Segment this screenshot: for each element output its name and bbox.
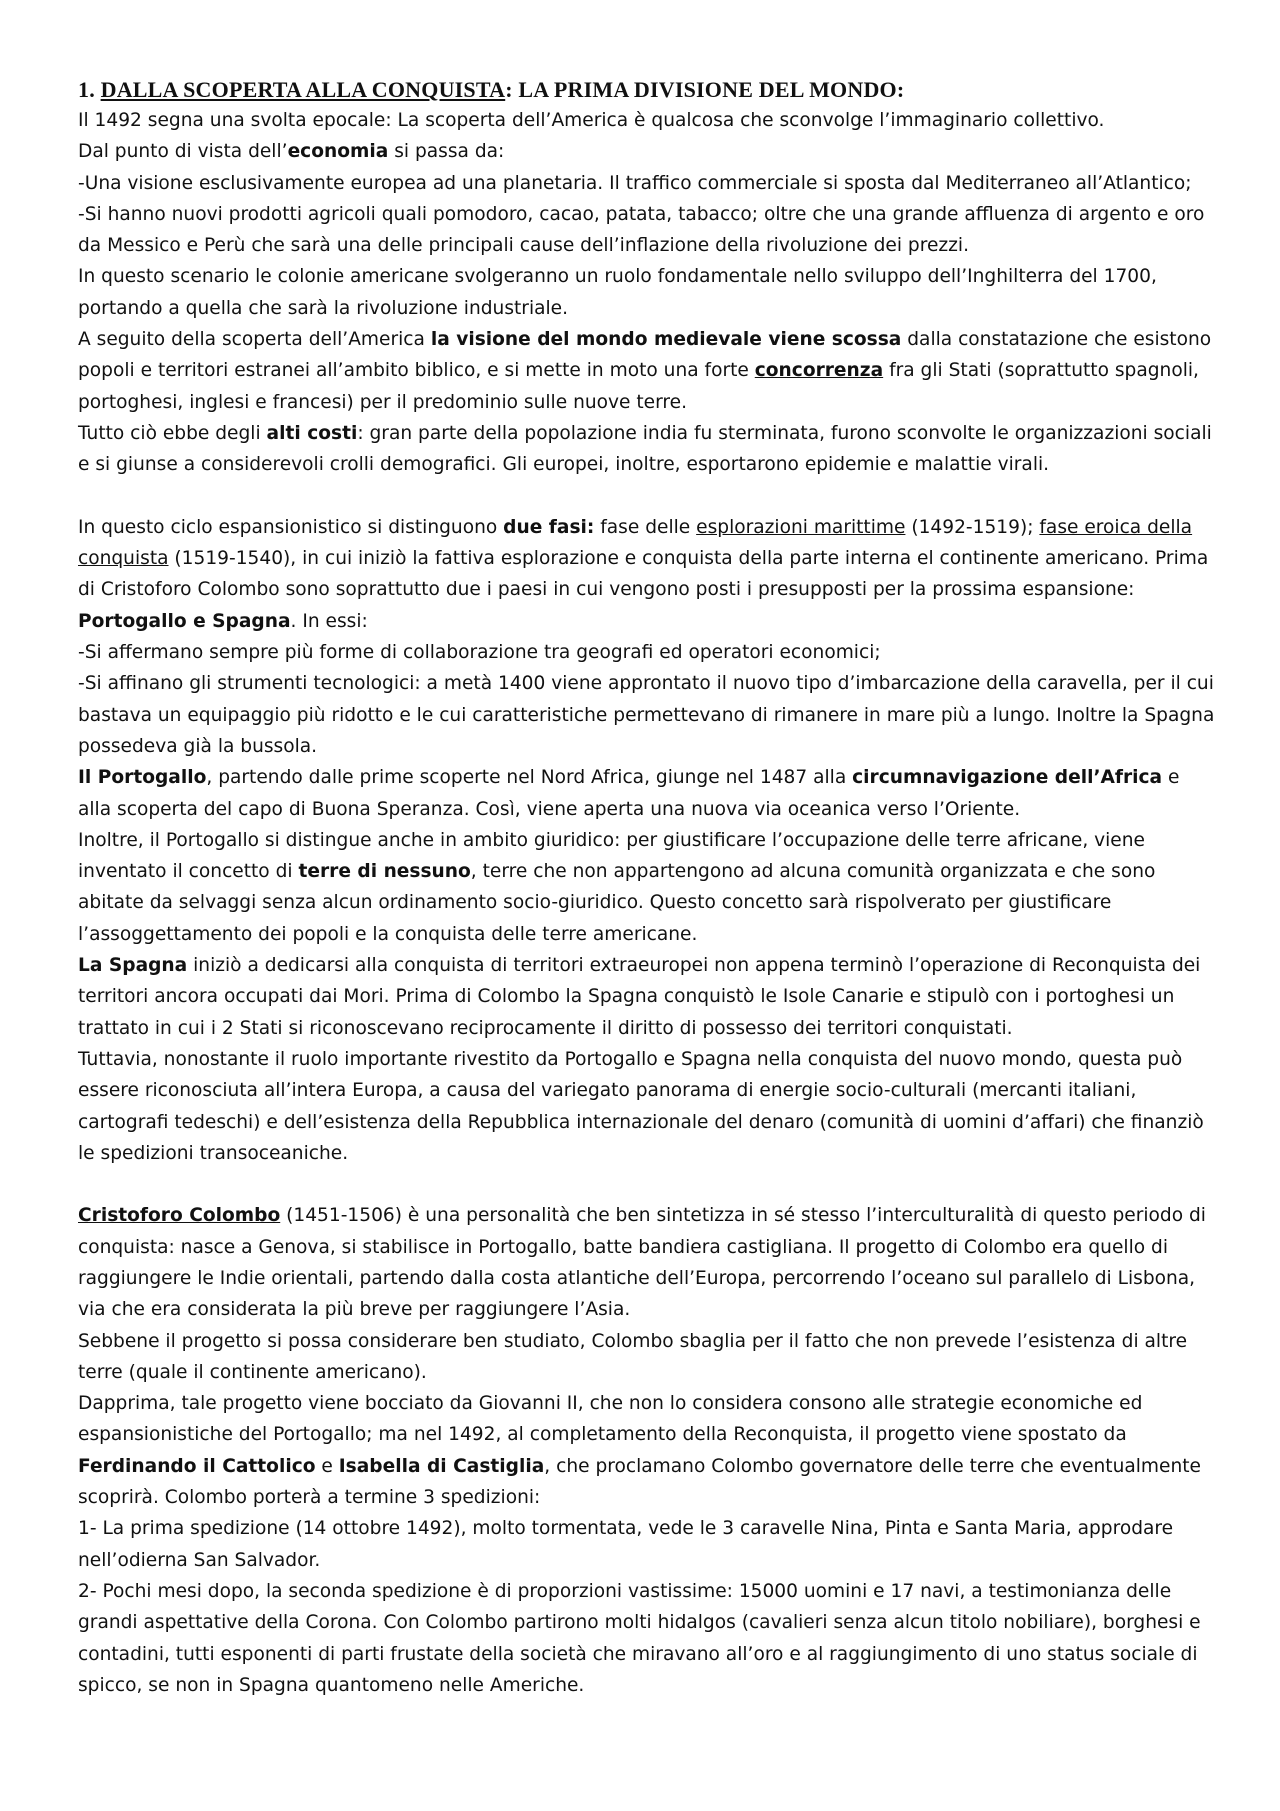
underlined-text: esplorazioni marittime — [696, 516, 906, 538]
bold-text: Ferdinando il Cattolico — [78, 1455, 316, 1477]
bold-text: terre di nessuno — [298, 861, 471, 883]
section-fasi-espansione — [78, 512, 1218, 1169]
text-run: Dapprima, tale progetto viene bocciato da Giovanni II, che non lo considera consono alle strategie economiche ed espansionistiche del Portogallo; ma nel 1492, al completamento della Reconquista, il progetto viene spostato da — [78, 1393, 1143, 1446]
paragraph — [78, 668, 1218, 762]
text-run: , partendo dalle prime scoperte nel Nord Africa, giunge nel 1487 alla — [206, 767, 853, 789]
paragraph-gap — [78, 1169, 1218, 1200]
text-run: 1- La prima spedizione (14 ottobre 1492), molto tormentata, vede le 3 caravelle Nina, Pinta e Santa Maria, approdare nell’odierna San Salvador. — [78, 1518, 1174, 1571]
title-rest: : LA PRIMA DIVISIONE DEL MONDO: — [505, 77, 905, 102]
text-run: -Si hanno nuovi prodotti agricoli quali pomodoro, cacao, patata, tabacco; oltre che una grande affluenza di argento e oro da Messico e Perù che sarà una delle principali cause dell’inflazione della rivoluzione dei prezzi. — [78, 203, 1205, 257]
paragraph — [78, 324, 1218, 418]
paragraph — [78, 105, 1218, 136]
title-underlined: DALLA SCOPERTA ALLA CONQUISTA — [100, 77, 506, 102]
paragraph — [78, 168, 1218, 199]
bold-text: Cristoforo Colombo — [78, 1205, 281, 1227]
text-run: dalla constatazione che esistono popoli e territori estranei all’ambito biblico, e si mette in moto una forte — [78, 329, 1212, 382]
underlined-text: fase eroica della conquista — [78, 516, 1193, 570]
text-run: A seguito della scoperta dell’America — [78, 329, 431, 351]
bold-text: economia — [287, 141, 389, 163]
bold-text: alti costi — [266, 422, 358, 444]
text-run: : gran parte della popolazione india fu sterminata, furono sconvolte le organizzazioni sociali e si giunse a considerevoli crolli demografici. Gli europei, inoltre, esportarono epidemie e malattie virali. — [78, 422, 1212, 476]
text-run: 2- Pochi mesi dopo, la seconda spedizione è di proporzioni vastissime: 15000 uomini e 17 navi, a testimonianza delle grandi aspettative della Corona. Con Colombo partirono molti hidalgos (cavalieri senza alcun titolo nobiliare), borghesi e contadini, tutti esponenti di parti frustate della società che miravano all’oro e al raggiungimento di uno status sociale di spicco, se non in Spagna quantomeno nelle Americhe. — [78, 1580, 1201, 1696]
bold-text: Portogallo e Spagna — [78, 610, 291, 632]
paragraph — [78, 825, 1218, 950]
section-scoperta — [78, 105, 1218, 481]
paragraph — [78, 261, 1218, 324]
text-run: Inoltre, il Portogallo si distingue anche in ambito giuridico: per giustificare l’occupazione delle terre africane, viene inventato il concetto di — [78, 829, 1145, 883]
bold-text: la visione del mondo medievale viene scossa — [430, 329, 902, 351]
text-run: , terre che non appartengono ad alcuna comunità organizzata e che sono abitate da selvaggi senza alcun ordinamento socio-giuridico. Questo concetto sarà rispolverato per giustificare l’assoggettamento dei popoli e la conquista delle terre americane. — [78, 861, 1156, 945]
paragraph — [78, 199, 1218, 262]
text-run: -Si affermano sempre più forme di collaborazione tra geografi ed operatori economici; — [78, 642, 881, 664]
text-run: (1492-1519); — [905, 516, 1040, 538]
text-run: iniziò a dedicarsi alla conquista di territori extraeuropei non appena terminò l’operazione di Reconquista dei territori ancora occupati dai Mori. Prima di Colombo la Spagna conquistò le Isole Canarie e stipulò con i portoghesi un trattato in cui i 2 Stati si riconoscevano reciprocamente il diritto di possesso dei territori conquistati. — [78, 955, 1201, 1039]
text-run: Tutto ciò ebbe degli — [78, 422, 267, 444]
paragraph-gap — [78, 481, 1218, 512]
paragraph — [78, 637, 1218, 668]
paragraph — [78, 1200, 1218, 1325]
section-colombo — [78, 1200, 1218, 1701]
paragraph — [78, 418, 1218, 481]
text-run: si passa da: — [388, 141, 505, 163]
text-run: -Si affinano gli strumenti tecnologici: a metà 1400 viene approntato il nuovo tipo d’imbarcazione della caravella, per il cui bastava un equipaggio più ridotto e le cui caratteristiche permettevano di rimanere in mare più a lungo. Inoltre la Spagna possedeva già la bussola. — [78, 673, 1215, 757]
paragraph — [78, 512, 1218, 637]
text-run: In questo ciclo espansionistico si distinguono — [78, 516, 504, 538]
title-number: 1. — [78, 77, 95, 102]
bold-text: circumnavigazione dell’Africa — [852, 767, 1163, 789]
text-run: e — [315, 1455, 339, 1477]
text-run: Tuttavia, nonostante il ruolo importante rivestito da Portogallo e Spagna nella conquista del nuovo mondo, questa può essere riconosciuta all’intera Europa, a causa del variegato panorama di energie socio-culturali (mercanti italiani, cartografi tedeschi) e dell’esistenza della Repubblica internazionale del denaro (comunità di uomini d’affari) che finanziò le spedizioni transoceaniche. — [78, 1048, 1204, 1164]
text-run: , che proclamano Colombo governatore delle terre che eventualmente scoprirà. Colombo porterà a termine 3 spedizioni: — [78, 1455, 1201, 1509]
bold-text: concorrenza — [754, 360, 884, 382]
text-run: fra gli Stati (soprattutto spagnoli, portoghesi, inglesi e francesi) per il predominio sulle nuove terre. — [78, 360, 1199, 413]
paragraph — [78, 1576, 1218, 1701]
paragraph — [78, 1513, 1218, 1576]
bold-text: due fasi: — [503, 516, 595, 538]
text-run: Dal punto di vista dell’ — [78, 141, 288, 163]
text-run: (1519-1540), in cui iniziò la fattiva esplorazione e conquista della parte interna el continente americano. Prima di Cristoforo Colombo sono soprattutto due i paesi in cui vengono posti i presupposti per la prossima espansione: — [78, 548, 1209, 601]
text-run: -Una visione esclusivamente europea ad una planetaria. Il traffico commerciale si sposta dal Mediterraneo all’Atlantico; — [78, 172, 1192, 194]
paragraph — [78, 1388, 1218, 1513]
paragraph — [78, 950, 1218, 1044]
paragraph — [78, 762, 1218, 825]
text-run: fase delle — [594, 516, 697, 538]
bold-text: Il Portogallo — [78, 767, 207, 789]
paragraph — [78, 136, 1218, 167]
text-run: e alla scoperta del capo di Buona Speranza. Così, viene aperta una nuova via oceanica verso l’Oriente. — [78, 767, 1180, 820]
text-run: . In essi: — [290, 610, 368, 632]
bold-text: La Spagna — [78, 955, 188, 977]
text-run: Sebbene il progetto si possa considerare ben studiato, Colombo sbaglia per il fatto che non prevede l’esistenza di altre terre (quale il continente americano). — [78, 1330, 1188, 1383]
text-run: Il 1492 segna una svolta epocale: La scoperta dell’America è qualcosa che sconvolge l’immaginario collettivo. — [78, 110, 1105, 131]
text-run: (1451-1506) è una personalità che ben sintetizza in sé stesso l’interculturalità di questo periodo di conquista: nasce a Genova, si stabilisce in Portogallo, batte bandiera castigliana. Il progetto di Colombo era quello di raggiungere le Indie orientali, partendo dalla costa atlantiche dell’Europa, percorrendo l’oceano sul parallelo di Lisbona, via che era considerata la più breve per raggiungere l’Asia. — [78, 1205, 1206, 1321]
page-title — [78, 74, 1218, 105]
bold-text: Isabella di Castiglia — [338, 1455, 545, 1477]
paragraph — [78, 1044, 1218, 1169]
paragraph — [78, 1326, 1218, 1389]
text-run: In questo scenario le colonie americane svolgeranno un ruolo fondamentale nello sviluppo dell’Inghilterra del 1700, portando a quella che sarà la rivoluzione industriale. — [78, 266, 1157, 319]
